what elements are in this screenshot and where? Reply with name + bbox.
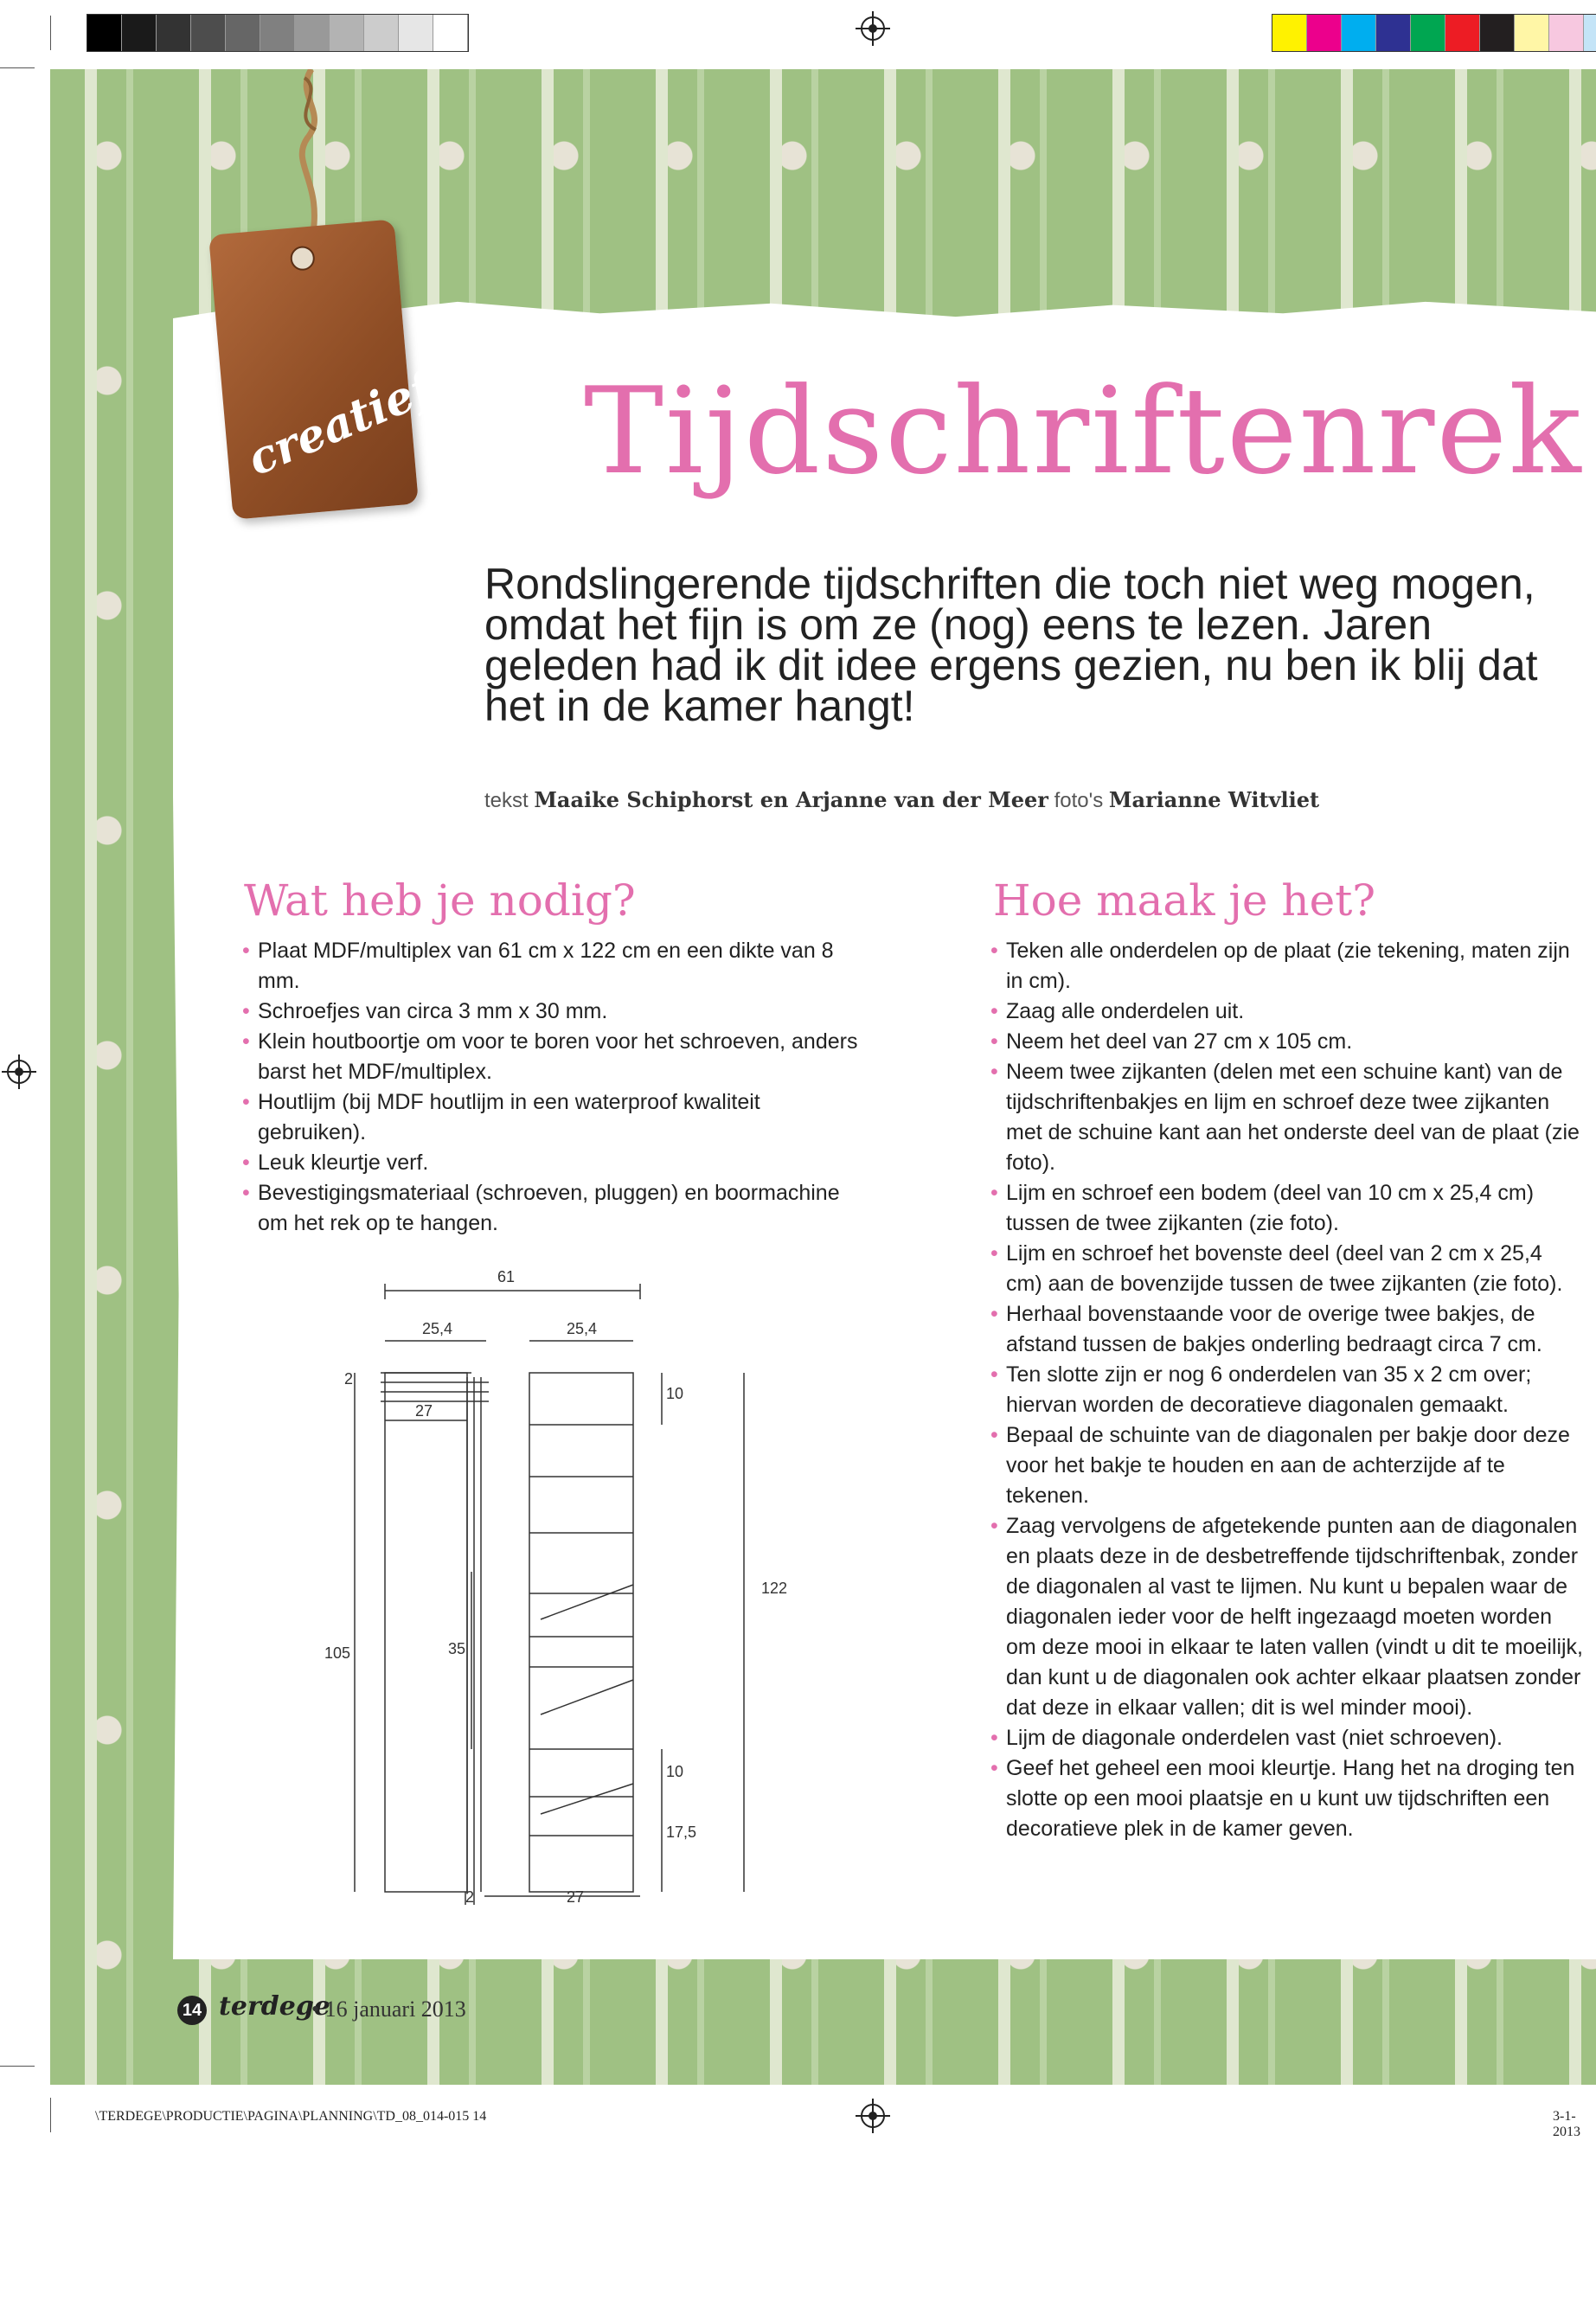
- color-swatch: [330, 15, 364, 51]
- color-swatch: [87, 15, 122, 51]
- page-title: Tijdschriftenrek: [584, 362, 1583, 501]
- list-item: • Lijm en schroef het bovenste deel (deel van 2 cm x 25,4 cm) aan de bovenzijde tussen de twee zijkanten (zie foto).: [990, 1239, 1583, 1299]
- list-item: • Teken alle onderdelen op de plaat (zie tekening, maten zijn in cm).: [990, 936, 1583, 997]
- dim-left-width: 25,4: [422, 1320, 453, 1337]
- crop-mark: [0, 2066, 35, 2067]
- list-item: • Lijm de diagonale onderdelen vast (niet schroeven).: [990, 1723, 1583, 1753]
- color-swatch: [1480, 15, 1515, 51]
- color-swatch: [1549, 15, 1584, 51]
- color-swatch: [295, 15, 330, 51]
- list-item: • Leuk kleurtje verf.: [242, 1148, 861, 1178]
- color-swatch: [226, 15, 260, 51]
- credits-photo-label: foto's: [1054, 789, 1104, 812]
- list-item: • Lijm en schroef een bodem (deel van 10 cm x 25,4 cm) tussen de twee zijkanten (zie foto).: [990, 1178, 1583, 1239]
- rope-icon: [285, 69, 337, 242]
- list-item: • Neem twee zijkanten (delen met een schuine kant) van de tijdschriftenbakjes en lijm en schroef deze twee zijkanten met de schuine kant aan het onderste deel van de plaat (zie foto).: [990, 1057, 1583, 1178]
- crop-mark: [0, 67, 35, 68]
- page-number: 14: [177, 1996, 207, 2025]
- list-item: • Zaag alle onderdelen uit.: [990, 997, 1583, 1027]
- color-swatch: [1584, 15, 1596, 51]
- color-swatch: [433, 15, 468, 51]
- list-item: • Plaat MDF/multiplex van 61 cm x 122 cm en een dikte van 8 mm.: [242, 936, 861, 997]
- dim-bottom-box: 10: [666, 1763, 684, 1780]
- list-item: • Bevestigingsmateriaal (schroeven, pluggen) en boormachine om het rek op te hangen.: [242, 1178, 861, 1239]
- registration-mark-icon: [7, 1060, 31, 1084]
- crop-mark: [50, 16, 51, 50]
- color-swatch: [1342, 15, 1376, 51]
- color-swatch: [157, 15, 191, 51]
- dim-bottom-width: 27: [567, 1888, 585, 1905]
- list-item: • Ten slotte zijn er nog 6 onderdelen van 35 x 2 cm over; hiervan worden de decoratieve diagonalen gemaakt.: [990, 1360, 1583, 1420]
- list-item: • Schroefjes van circa 3 mm x 30 mm.: [242, 997, 861, 1027]
- dim-bottom-gap: 17,5: [666, 1823, 697, 1841]
- dim-panel-height: 105: [324, 1644, 351, 1662]
- list-item: • Neem het deel van 27 cm x 105 cm.: [990, 1027, 1583, 1057]
- dim-diagonal-length: 35: [448, 1640, 466, 1657]
- dim-top-box: 10: [666, 1385, 684, 1402]
- needs-list: [242, 936, 861, 1239]
- credits: [484, 787, 1319, 813]
- intro-text: Rondslingerende tijdschriften die toch niet weg mogen, omdat het fijn is om ze (nog) eens te lezen. Jaren geleden had ik dit idee ergens gezien, nu ben ik blij dat het in de kamer hangt!: [484, 560, 1538, 730]
- color-swatch: [122, 15, 157, 51]
- slug-path: \TERDEGE\PRODUCTIE\PAGINA\PLANNING\TD_08_014-015 14: [95, 2109, 487, 2124]
- color-swatch: [1272, 15, 1307, 51]
- list-item: • Klein houtboortje om voor te boren voor het schroeven, anders barst het MDF/multiplex.: [242, 1027, 861, 1087]
- credits-photographer: Marianne Witvliet: [1108, 787, 1320, 812]
- slug-date: 3-1-2013: [1553, 2109, 1580, 2139]
- list-item: • Bepaal de schuinte van de diagonalen per bakje door deze voor het bakje te houden en aan de achterzijde af te tekenen.: [990, 1420, 1583, 1511]
- color-swatch: [399, 15, 433, 51]
- crop-mark: [50, 2098, 51, 2132]
- color-swatch: [1376, 15, 1411, 51]
- tag-label: creatief: [240, 362, 440, 487]
- issue-date: • 16 januari 2013: [311, 1997, 466, 2022]
- dim-top-strip: 2: [344, 1370, 354, 1388]
- color-bar-right: [1272, 14, 1596, 52]
- list-item: • Zaag vervolgens de afgetekende punten aan de diagonalen en plaats deze in de desbetreffende tijdschriftenbak, zonder de diagonalen al vast te lijmen. Nu kunt u bepalen waar de diagonalen ieder voor de helft ingezaagd moeten worden om deze mooi in elkaar te laten vallen (vindt u dit te moeilijk, dan kunt u de diagonalen ook achter elkaar plaatsen zonder dat deze in elkaar vallen; dit is wel minder mooi).: [990, 1511, 1583, 1723]
- dim-right-width: 25,4: [567, 1320, 598, 1337]
- color-swatch: [1445, 15, 1480, 51]
- list-item: • Geef het geheel een mooi kleurtje. Hang het na droging ten slotte op een mooi plaatsje en u kunt uw tijdschriften een decoratieve plek in de kamer geven.: [990, 1753, 1583, 1844]
- color-bar-left: [87, 14, 469, 52]
- right-panel: [529, 1373, 633, 1892]
- color-swatch: [364, 15, 399, 51]
- color-swatch: [191, 15, 226, 51]
- color-swatch: [1307, 15, 1342, 51]
- color-swatch: [1411, 15, 1445, 51]
- list-item: • Houtlijm (bij MDF houtlijm in een waterproof kwaliteit gebruiken).: [242, 1087, 861, 1148]
- dim-total-height: 122: [761, 1580, 787, 1597]
- registration-mark-icon: [861, 2104, 885, 2128]
- credits-text-label: tekst: [484, 789, 529, 812]
- brand-logo: terdege: [219, 1991, 330, 2022]
- credits-authors: Maaike Schiphorst en Arjanne van der Meer: [534, 787, 1048, 812]
- registration-mark-icon: [861, 16, 885, 41]
- list-item: • Herhaal bovenstaande voor de overige twee bakjes, de afstand tussen de bakjes onderling bedraagt circa 7 cm.: [990, 1299, 1583, 1360]
- tag-hole: [290, 245, 316, 271]
- needs-heading: Wat heb je nodig?: [244, 875, 636, 926]
- steps-heading: Hoe maak je het?: [993, 875, 1376, 926]
- dim-bottom-strip: 2: [465, 1888, 475, 1905]
- technical-drawing: [320, 1265, 787, 1905]
- color-swatch: [260, 15, 295, 51]
- dim-total-width: 61: [497, 1268, 516, 1285]
- color-swatch: [1515, 15, 1549, 51]
- steps-list: [990, 936, 1583, 1844]
- creatief-tag: [208, 219, 440, 519]
- dim-panel-width: 27: [415, 1402, 433, 1420]
- back-panel: [385, 1373, 467, 1892]
